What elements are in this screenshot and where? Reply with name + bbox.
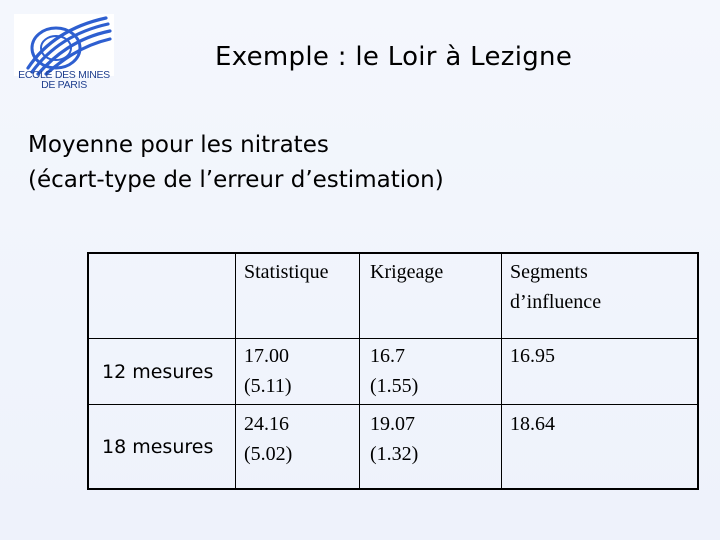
logo-text-line2: DE PARIS (41, 79, 87, 91)
slide-subtitle (28, 128, 444, 198)
header-krigeage: Krigeage (370, 261, 444, 283)
slide-title: Exemple : le Loir à Lezigne (215, 42, 573, 72)
value: 17.00 (244, 345, 289, 367)
std-dev: (1.32) (370, 443, 419, 465)
table-divider (235, 252, 236, 490)
table-divider (501, 252, 502, 490)
cell-statistique-12 (244, 341, 292, 401)
cell-statistique-18 (244, 409, 292, 469)
std-dev: (5.02) (244, 443, 293, 465)
header-statistique: Statistique (244, 261, 329, 283)
row-label-12: 12 mesures (102, 361, 214, 383)
subtitle-line-2: (écart-type de l’erreur d’estimation) (28, 167, 444, 193)
value: 16.7 (370, 345, 405, 367)
subtitle-line-1: Moyenne pour les nitrates (28, 132, 329, 158)
table-divider (87, 338, 699, 339)
row-label-18: 18 mesures (102, 436, 214, 458)
value: 24.16 (244, 413, 289, 435)
cell-krigeage-18 (370, 409, 418, 469)
logo-text-line1: ECOLE DES MINES (18, 69, 110, 81)
cell-segments-12: 16.95 (510, 345, 555, 367)
value: 19.07 (370, 413, 415, 435)
std-dev: (1.55) (370, 375, 419, 397)
table-divider (87, 404, 699, 405)
header-segments: Segments d’influence (510, 261, 602, 313)
cell-krigeage-12 (370, 341, 418, 401)
cell-segments-18: 18.64 (510, 413, 555, 435)
logo-emblem-icon (14, 14, 114, 76)
std-dev: (5.11) (244, 375, 292, 397)
table-divider (359, 252, 360, 490)
ecole-des-mines-logo (14, 14, 114, 92)
